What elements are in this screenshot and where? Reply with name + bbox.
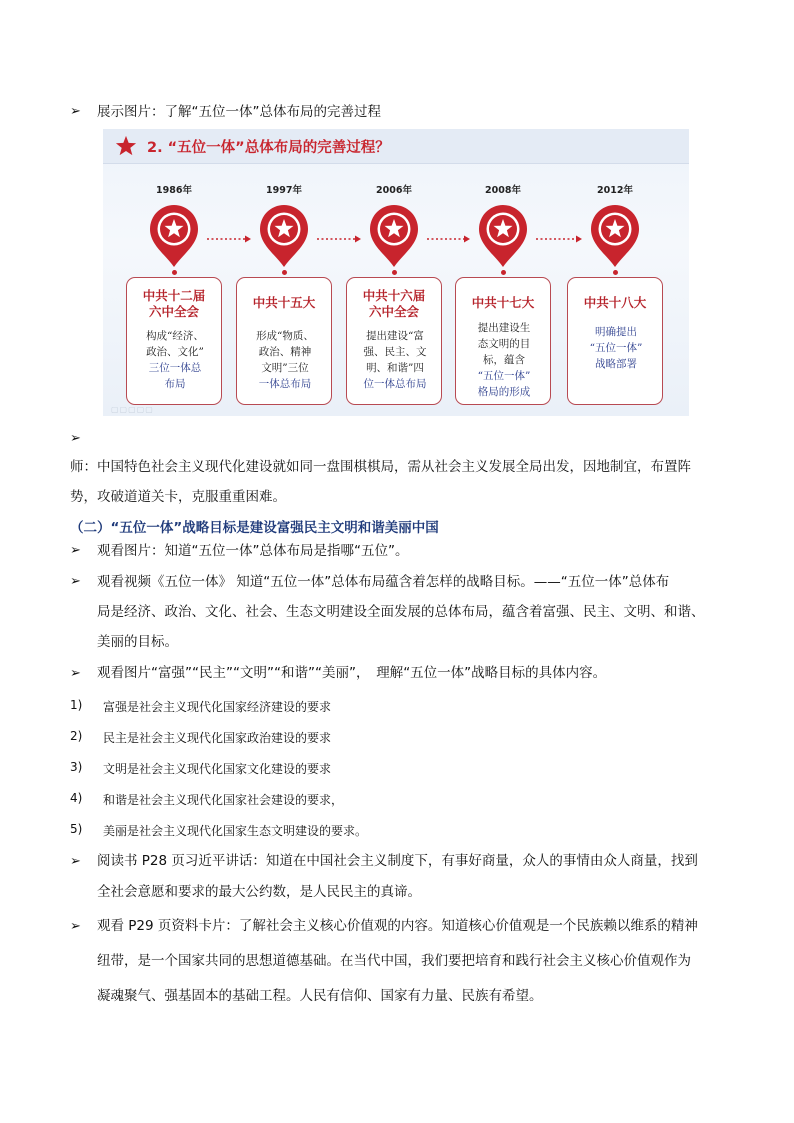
- list-item: 民主是社会主义现代化国家政治建设的要求: [103, 731, 332, 745]
- stage-card-body-line: 明确提出: [595, 326, 637, 338]
- stage-card-body-line: 提出建设生: [477, 322, 531, 334]
- dotted-arrow-icon: [317, 228, 361, 247]
- list-number: 2): [70, 729, 83, 743]
- stage-card-title: 中共十七大: [471, 295, 535, 310]
- map-pin-star-icon: [477, 203, 529, 273]
- stage-year: 1986年: [156, 185, 192, 196]
- bullet-text: 观看图片：知道“五位一体”总体布局是指哪“五位”。: [97, 543, 409, 559]
- connector-dot: [282, 270, 287, 275]
- dotted-arrow-icon: [207, 228, 251, 247]
- section-title: （二）“五位一体”战略目标是建设富强民主文明和谐美丽中国: [70, 520, 439, 536]
- stage-card-body: [353, 328, 437, 392]
- stage-card-body-line: “五位一体”: [477, 370, 531, 382]
- list-number: 4): [70, 791, 83, 805]
- stage-card: [346, 277, 442, 405]
- dotted-arrow-icon: [427, 228, 470, 247]
- connector-dot: [392, 270, 397, 275]
- list-item: 和谐是社会主义现代化国家社会建设的要求，: [103, 793, 344, 807]
- stage-card-body-line: 强、民主、文: [363, 346, 427, 358]
- stage-year: 2008年: [485, 185, 521, 196]
- stage-card-title: 中共十八大: [583, 295, 647, 310]
- stage-card-body-line: 政治、文化”: [146, 346, 204, 358]
- stage-card-title: 中共十六届: [362, 288, 426, 303]
- stage-card-title: 六中全会: [148, 304, 199, 319]
- stage-card-body-line: 三位一体总: [148, 362, 202, 374]
- bullet-arrow-icon: ➢: [70, 543, 81, 558]
- stage-card-body-line: “五位一体”: [589, 342, 643, 354]
- stage-card-body-line: 战略部署: [595, 358, 637, 370]
- bullet-arrow-icon: ➢: [70, 854, 81, 869]
- bullet-arrow-icon: ➢: [70, 104, 81, 119]
- stage-card-body: [574, 324, 658, 372]
- map-pin-star-icon: [148, 203, 200, 273]
- stage-card-body-line: 形成“物质、: [256, 330, 314, 342]
- stage-year: 2012年: [597, 185, 633, 196]
- stage-card-title: 六中全会: [368, 304, 419, 319]
- bullet-text: 凝魂聚气、强基固本的基础工程。人民有信仰、国家有力量、民族有希望。: [97, 988, 543, 1004]
- bullet-arrow-icon: ➢: [70, 919, 81, 934]
- stage-card-body-line: 布局: [164, 378, 186, 390]
- bullet-text: 观看 P29 页资料卡片：了解社会主义核心价值观的内容。知道核心价值观是一个民族赖以维系的精神: [97, 918, 698, 934]
- teacher-text-line: 师：中国特色社会主义现代化建设就如同一盘围棋棋局，需从社会主义发展全局出发，因地制宜，布置阵: [70, 459, 691, 475]
- stage-year: 2006年: [376, 185, 412, 196]
- stage-card-title: 中共十二届: [142, 288, 206, 303]
- list-number: 5): [70, 822, 83, 836]
- red-star-icon: [115, 135, 137, 157]
- map-pin-star-icon: [258, 203, 310, 273]
- figure-watermark: ▢▢▢▢▢: [111, 405, 154, 414]
- stage-card-body-line: 一体总布局: [258, 378, 312, 390]
- teacher-text-line: 势，攻破道道关卡，克服重重困难。: [70, 489, 286, 505]
- figure-title: 2. “五位一体”总体布局的完善过程？: [147, 140, 390, 156]
- stage-card-body-line: 态文明的目: [477, 338, 531, 350]
- stage-card-body-line: 位一体总布局: [363, 378, 427, 390]
- list-item: 富强是社会主义现代化国家经济建设的要求: [103, 700, 332, 714]
- connector-dot: [172, 270, 177, 275]
- stage-card: [455, 277, 551, 405]
- stage-card-body-line: 格局的形成: [477, 386, 531, 398]
- bullet-arrow-icon: ➢: [70, 431, 81, 446]
- stage-card: [126, 277, 222, 405]
- list-number: 3): [70, 760, 83, 774]
- figure-header: [103, 129, 689, 164]
- list-number: 1): [70, 698, 83, 712]
- stage-card-body-line: 文明”三位: [261, 362, 309, 374]
- bullet-text: 观看图片“富强”“民主”“文明”“和谐”“美丽”， 理解“五位一体”战略目标的具体内容。: [97, 665, 607, 681]
- stage-card-body: [462, 320, 546, 400]
- connector-dot: [501, 270, 506, 275]
- bullet-text: 全社会意愿和要求的最大公约数，是人民民主的真谛。: [97, 884, 421, 900]
- stage-card-body-line: 提出建设“富: [366, 330, 424, 342]
- bullet-arrow-icon: ➢: [70, 666, 81, 681]
- stage-year: 1997年: [266, 185, 302, 196]
- stage-card-title: 中共十五大: [252, 295, 316, 310]
- bullet-text: 纽带，是一个国家共同的思想道德基础。在当代中国，我们要把培育和践行社会主义核心价值观作为: [97, 953, 691, 969]
- map-pin-star-icon: [368, 203, 420, 273]
- stage-card-body-line: 政治、精神: [258, 346, 312, 358]
- stage-card-body: [243, 328, 327, 392]
- stage-card-body-line: 标，蕴含: [483, 354, 525, 366]
- bullet-text: 阅读书 P28 页习近平讲话：知道在中国社会主义制度下，有事好商量，众人的事情由众人商量，找到: [97, 853, 698, 869]
- stage-card-body-line: 构成“经济、: [146, 330, 204, 342]
- list-item: 美丽是社会主义现代化国家生态文明建设的要求。: [103, 824, 368, 838]
- bullet-text: 观看视频《五位一体》 知道“五位一体”总体布局蕴含着怎样的战略目标。——“五位一体”总体布: [97, 574, 670, 590]
- connector-dot: [613, 270, 618, 275]
- stage-card-body-line: 明、和谐”四: [366, 362, 424, 374]
- bullet-text: 美丽的目标。: [97, 634, 178, 650]
- layout-evolution-figure: [103, 129, 689, 416]
- bullet-text: 局是经济、政治、文化、社会、生态文明建设全面发展的总体布局，蕴含着富强、民主、文明、和谐、: [97, 604, 705, 620]
- bullet-arrow-icon: ➢: [70, 574, 81, 589]
- stage-card: [567, 277, 663, 405]
- dotted-arrow-icon: [536, 228, 582, 247]
- intro-bullet-text: 展示图片：了解“五位一体”总体布局的完善过程: [97, 104, 381, 120]
- stage-card: [236, 277, 332, 405]
- stage-card-body: [133, 328, 217, 392]
- map-pin-star-icon: [589, 203, 641, 273]
- list-item: 文明是社会主义现代化国家文化建设的要求: [103, 762, 332, 776]
